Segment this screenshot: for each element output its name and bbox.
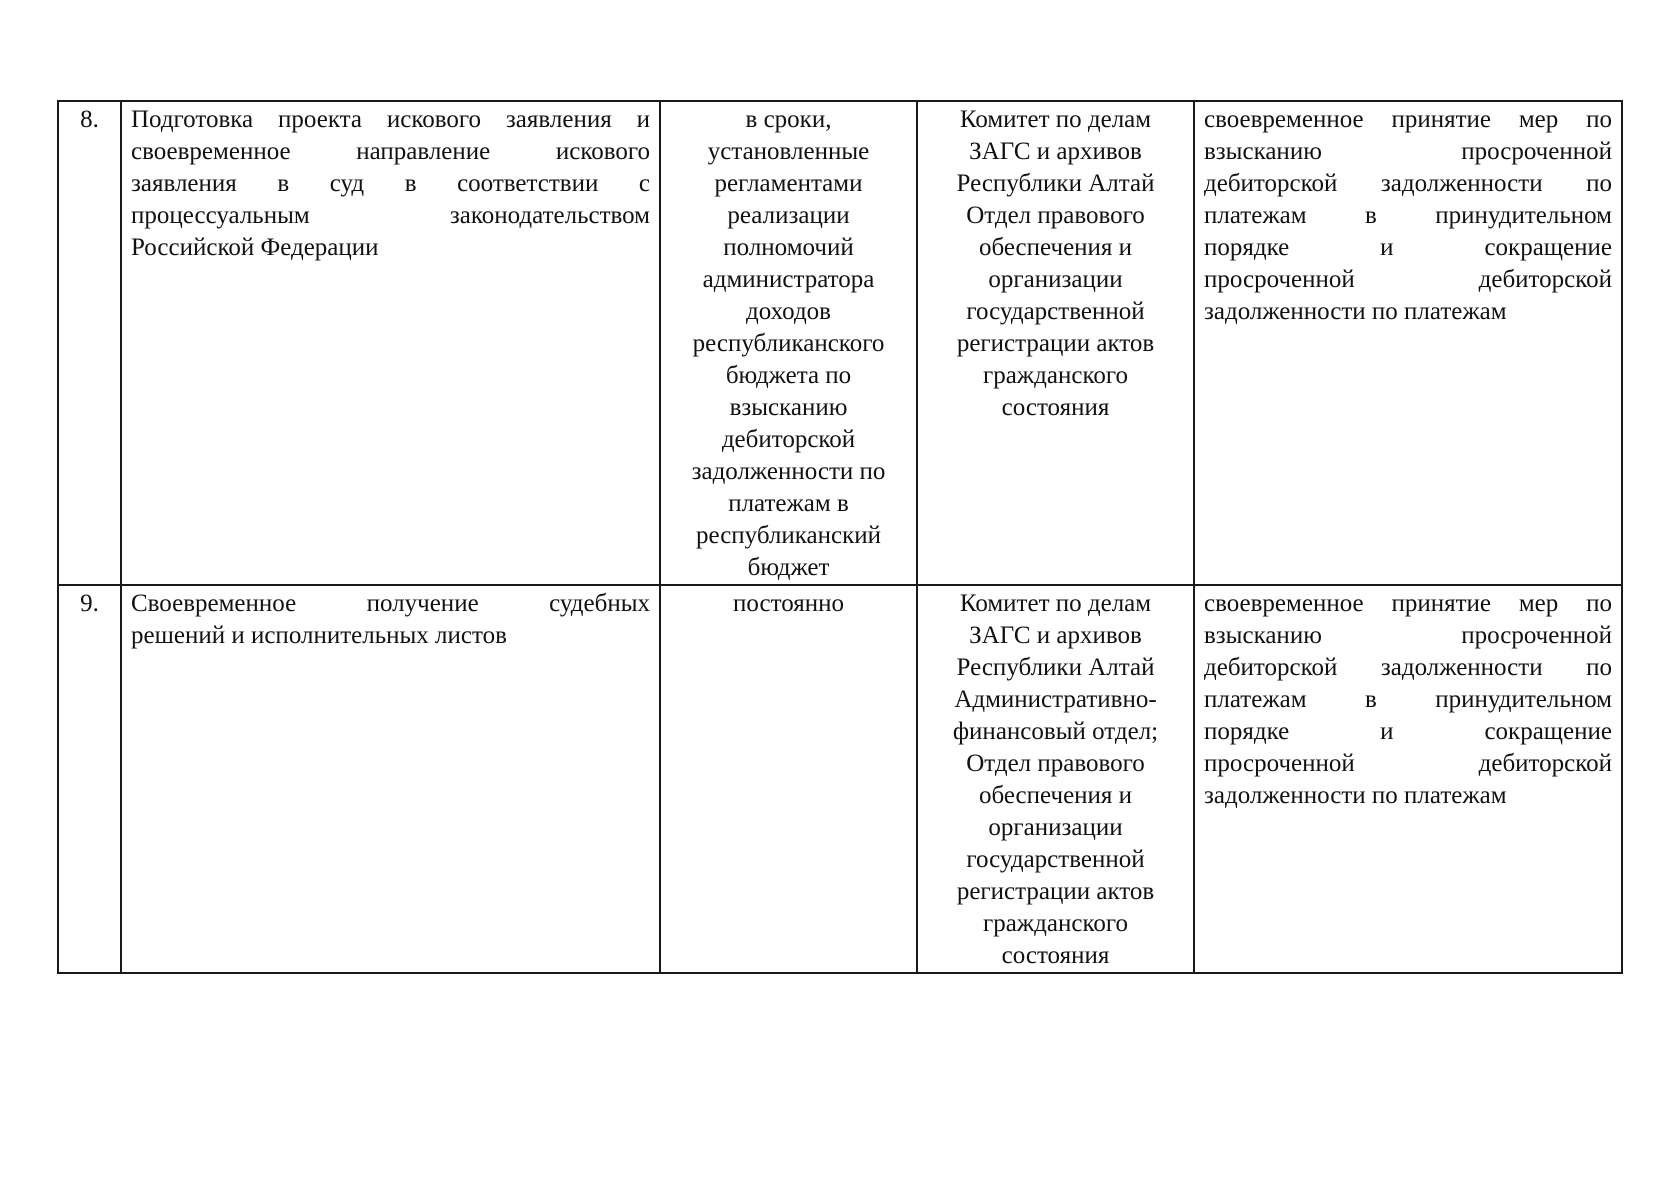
cell-text-line: просроченной дебиторской [1204, 750, 1612, 777]
cell-text-line: обеспечения и [978, 234, 1133, 261]
cell-text-line: обеспечения и [978, 782, 1133, 809]
cell-text-line: платежам в принудительном [1204, 202, 1612, 229]
term-cell [660, 101, 917, 585]
cell-text-line: ЗАГС и архивов [969, 138, 1142, 165]
cell-text-line: состояния [1001, 394, 1110, 421]
cell-text-line: процессуальным законодательством [131, 202, 650, 229]
cell-text-line: государственной [966, 846, 1145, 873]
cell-text-line: реализации [727, 202, 850, 229]
cell-text-line: Комитет по делам [959, 106, 1152, 133]
cell-text-line: состояния [1001, 942, 1110, 969]
cell-text-line: задолженности по платежам [1204, 782, 1507, 809]
cell-text-line: своевременное принятие мер по [1204, 590, 1612, 617]
cell-text-line: решений и исполнительных листов [131, 622, 507, 649]
cell-text-line: взысканию [729, 394, 848, 421]
cell-text-line: установленные [707, 138, 870, 165]
measures-table [57, 100, 1623, 974]
cell-text-line: задолженности по платежам [1204, 298, 1507, 325]
cell-text-line: Комитет по делам [959, 590, 1152, 617]
cell-text-line: своевременное принятие мер по [1204, 106, 1612, 133]
cell-text-line: взысканию просроченной [1204, 622, 1612, 649]
row-number: 9. [58, 585, 121, 973]
result-cell [1194, 585, 1622, 973]
cell-text-line: организации [988, 266, 1123, 293]
cell-text-line: ЗАГС и архивов [969, 622, 1142, 649]
cell-text-line: Республики Алтай [956, 170, 1155, 197]
cell-text-line: гражданского [983, 910, 1128, 937]
cell-text-line: бюджет [747, 554, 830, 581]
cell-text-line: порядке и сокращение [1204, 718, 1612, 745]
cell-text-line: порядке и сокращение [1204, 234, 1612, 261]
cell-text-line: регламентами [714, 170, 863, 197]
cell-text-line: Административно- [954, 686, 1157, 713]
cell-text-line: гражданского [983, 362, 1128, 389]
cell-text-line: Отдел правового [966, 202, 1145, 229]
cell-text-line: Республики Алтай [956, 654, 1155, 681]
table-row [58, 585, 1622, 973]
cell-text-line: взысканию просроченной [1204, 138, 1612, 165]
result-cell [1194, 101, 1622, 585]
executor-cell [917, 585, 1194, 973]
cell-text-line: просроченной дебиторской [1204, 266, 1612, 293]
cell-text-line: организации [988, 814, 1123, 841]
row-number: 8. [58, 101, 121, 585]
term-cell [660, 585, 917, 973]
cell-text-line: платежам в [728, 490, 849, 517]
cell-text-line: полномочий [723, 234, 854, 261]
cell-text-line: дебиторской задолженности по [1204, 170, 1612, 197]
cell-text-line: дебиторской [721, 426, 856, 453]
table-body [58, 101, 1622, 973]
cell-text-line: задолженности по [691, 458, 886, 485]
action-cell [121, 101, 660, 585]
action-cell [121, 585, 660, 973]
cell-text-line: бюджета по [725, 362, 852, 389]
table-row [58, 101, 1622, 585]
cell-text-line: заявления в суд в соответствии с [131, 170, 650, 197]
cell-text-line: регистрации актов [956, 878, 1155, 905]
cell-text-line: платежам в принудительном [1204, 686, 1612, 713]
cell-text-line: постоянно [733, 590, 844, 617]
cell-text-line: Подготовка проекта искового заявления и [131, 106, 650, 133]
executor-cell [917, 101, 1194, 585]
cell-text-line: доходов [746, 298, 831, 325]
cell-text-line: Отдел правового [966, 750, 1145, 777]
cell-text-line: в сроки, [745, 106, 832, 133]
cell-text-line: финансовый отдел; [952, 718, 1159, 745]
cell-text-line: Своевременное получение судебных [131, 590, 650, 617]
cell-text-line: администратора [702, 266, 875, 293]
cell-text-line: республиканского [692, 330, 885, 357]
cell-text-line: дебиторской задолженности по [1204, 654, 1612, 681]
cell-text-line: регистрации актов [956, 330, 1155, 357]
cell-text-line: государственной [966, 298, 1145, 325]
cell-text-line: Российской Федерации [131, 234, 379, 261]
cell-text-line: своевременное направление искового [131, 138, 650, 165]
cell-text-line: республиканский [695, 522, 882, 549]
